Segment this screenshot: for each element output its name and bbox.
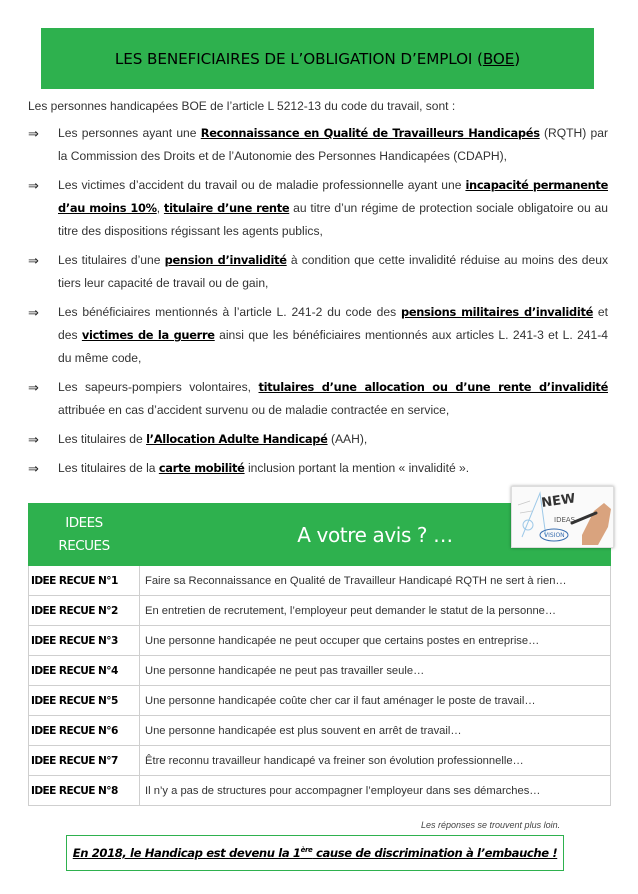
list-item: ⇒ Les titulaires de la carte mobilité inclusion portant la mention « invalidité ». [28, 457, 608, 480]
arrow-icon: ⇒ [28, 461, 39, 476]
title-banner [41, 28, 594, 89]
list-item: ⇒ Les victimes d’accident du travail ou de maladie professionnelle ayant une incapacité permanente d’au moins 10%, titulaire d’une rente au titre d’un régime de protection sociale obligatoire ou au titre des dispositions régissant les agents publics, [28, 174, 608, 243]
intro-text: Les personnes handicapées BOE de l’article L 5212-13 du code du travail, sont : [28, 99, 456, 113]
list-item: ⇒ Les titulaires d’une pension d’invalidité à condition que cette invalidité réduise au moins des deux tiers leur capacité de travail ou de gain, [28, 249, 608, 295]
page-title: LES BENEFICIAIRES DE L’OBLIGATION D’EMPLOI (BOE) [114, 49, 521, 68]
table-row: IDEE RECUE N°7 Être reconnu travailleur handicapé va freiner son évolution professionnelle… [29, 746, 611, 776]
table-row: IDEE RECUE N°5 Une personne handicapée coûte cher car il faut aménager le poste de travail… [29, 686, 611, 716]
callout-text: En 2018, le Handicap est devenu la 1ère cause de discrimination à l’embauche ! [72, 846, 558, 860]
table-row: IDEE RECUE N°3 Une personne handicapée ne peut occuper que certains postes en entreprise… [29, 626, 611, 656]
new-ideas-illustration [511, 486, 614, 548]
footnote: Les réponses se trouvent plus loin. [421, 820, 561, 830]
beneficiaries-list [28, 122, 608, 486]
table-row: IDEE RECUE N°4 Une personne handicapée ne peut pas travailler seule… [29, 656, 611, 686]
svg-text:NEW: NEW [540, 491, 577, 511]
table-row: IDEE RECUE N°1 Faire sa Reconnaissance en Qualité de Travailleur Handicapé RQTH ne sert à rien… [29, 566, 611, 596]
table-row: IDEE RECUE N°8 Il n’y a pas de structures pour accompagner l’employeur dans ses démarches… [29, 776, 611, 806]
arrow-icon: ⇒ [28, 253, 39, 268]
new-ideas-sketch-icon [512, 487, 613, 547]
svg-text:VISION: VISION [544, 532, 565, 539]
arrow-icon: ⇒ [28, 305, 39, 320]
table-row: IDEE RECUE N°6 Une personne handicapée est plus souvent en arrêt de travail… [29, 716, 611, 746]
arrow-icon: ⇒ [28, 126, 39, 141]
svg-text:IDEAS: IDEAS [554, 516, 576, 524]
arrow-icon: ⇒ [28, 178, 39, 193]
arrow-icon: ⇒ [28, 380, 39, 395]
table-row: IDEE RECUE N°2 En entretien de recrutement, l’employeur peut demander le statut de la personne… [29, 596, 611, 626]
header-idees-recues: IDEES RECUES [29, 504, 140, 566]
boe-abbr: BOE [482, 49, 515, 68]
discrimination-callout [66, 835, 564, 871]
list-item: ⇒ Les bénéficiaires mentionnés à l’article L. 241-2 du code des pensions militaires d’invalidité et des victimes de la guerre ainsi que les bénéficiaires mentionnés aux articles L. 241-3 et L. 241-4 du même code, [28, 301, 608, 370]
list-item: ⇒ Les sapeurs-pompiers volontaires, titulaires d’une allocation ou d’une rente d’invalidité attribuée en cas d’accident survenu ou de maladie contractée en service, [28, 376, 608, 422]
list-item: ⇒ Les titulaires de l’Allocation Adulte Handicapé (AAH), [28, 428, 608, 451]
list-item: ⇒ Les personnes ayant une Reconnaissance en Qualité de Travailleurs Handicapés (RQTH) par la Commission des Droits et de l’Autonomie des Personnes Handicapées (CDAPH), [28, 122, 608, 168]
header-votre-avis: A votre avis ? … [140, 504, 611, 566]
arrow-icon: ⇒ [28, 432, 39, 447]
